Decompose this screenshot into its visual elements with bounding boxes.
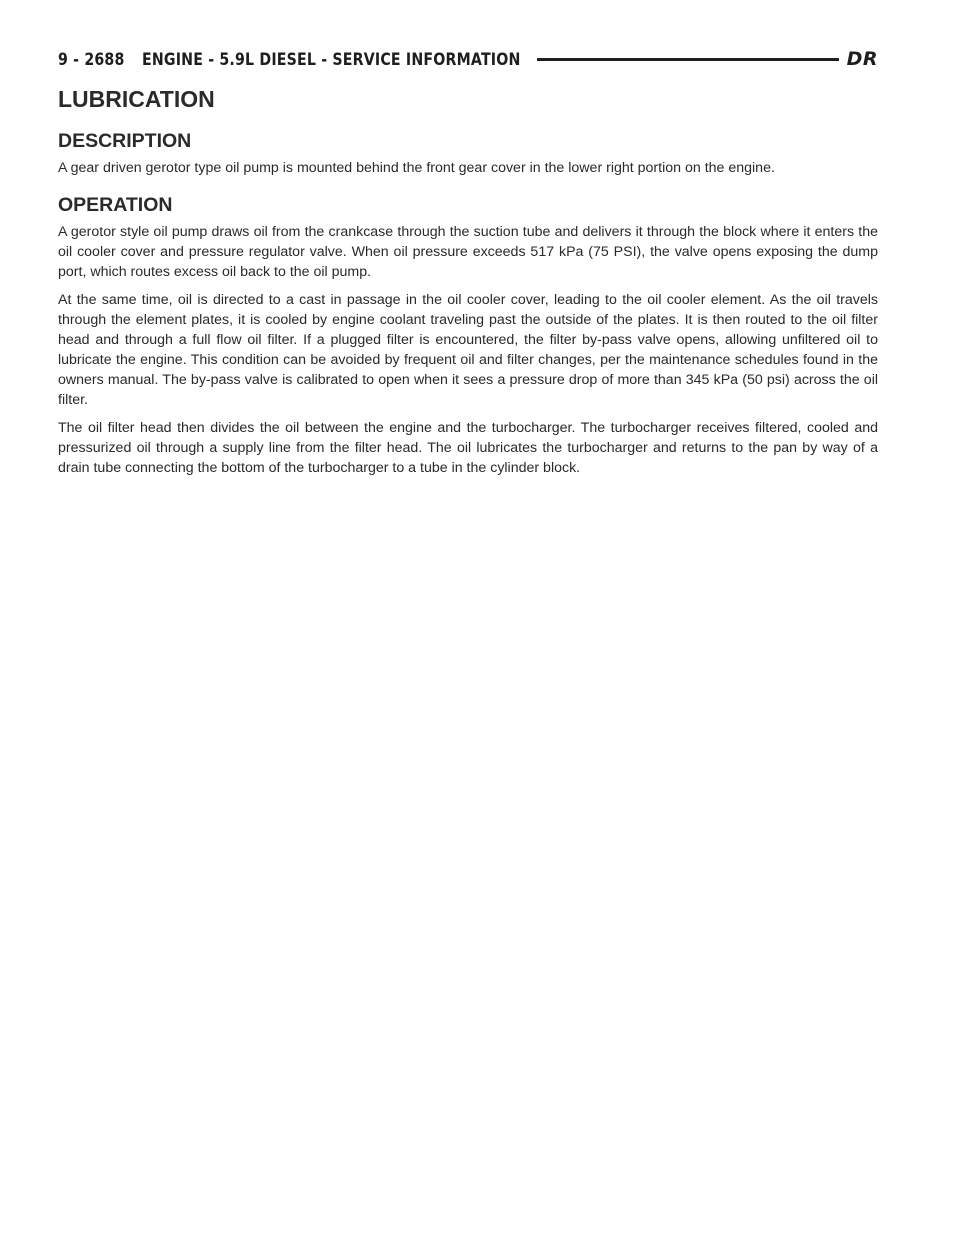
- page-number: 9 - 2688: [58, 49, 125, 69]
- description-section: [58, 128, 878, 178]
- operation-heading: OPERATION: [58, 194, 173, 216]
- chapter-title: LUBRICATION: [58, 86, 215, 112]
- operation-paragraph: A gerotor style oil pump draws oil from the crankcase through the suction tube and delivers it through the block where it enters the oil cooler cover and pressure regulator valve. When oil pressure exceeds 517 kPa (75 PSI), the valve opens exposing the dump port, which routes excess oil back to the oil pump.: [58, 224, 878, 280]
- header-rule: [537, 58, 839, 61]
- operation-paragraph: The oil filter head then divides the oil between the engine and the turbocharger. The turbocharger receives filtered, cooled and pressurized oil through a supply line from the filter head. The oil lubricates the turbocharger and returns to the pan by way of a drain tube connecting the bottom of the turbocharger to a tube in the cylinder block.: [58, 420, 878, 476]
- description-heading: DESCRIPTION: [58, 130, 192, 152]
- model-code: DR: [846, 48, 878, 70]
- page-content: [58, 84, 878, 492]
- page-header: [58, 44, 878, 74]
- operation-section: [58, 192, 878, 478]
- operation-paragraph: At the same time, oil is directed to a cast in passage in the oil cooler cover, leading to the oil cooler element. As the oil travels through the element plates, it is cooled by engine coolant traveling past the outside of the plates. It is then routed to the oil filter head and through a full flow oil filter. If a plugged filter is encountered, the filter by-pass valve opens, allowing unfiltered oil to lubricate the engine. This condition can be avoided by frequent oil and filter changes, per the maintenance schedules found in the owners manual. The by-pass valve is calibrated to open when it sees a pressure drop of more than 345 kPa (50 psi) across the oil filter.: [58, 292, 878, 408]
- section-title: ENGINE - 5.9L DIESEL - SERVICE INFORMATION: [142, 49, 521, 69]
- description-paragraph: A gear driven gerotor type oil pump is mounted behind the front gear cover in the lower right portion on the engine.: [58, 160, 775, 176]
